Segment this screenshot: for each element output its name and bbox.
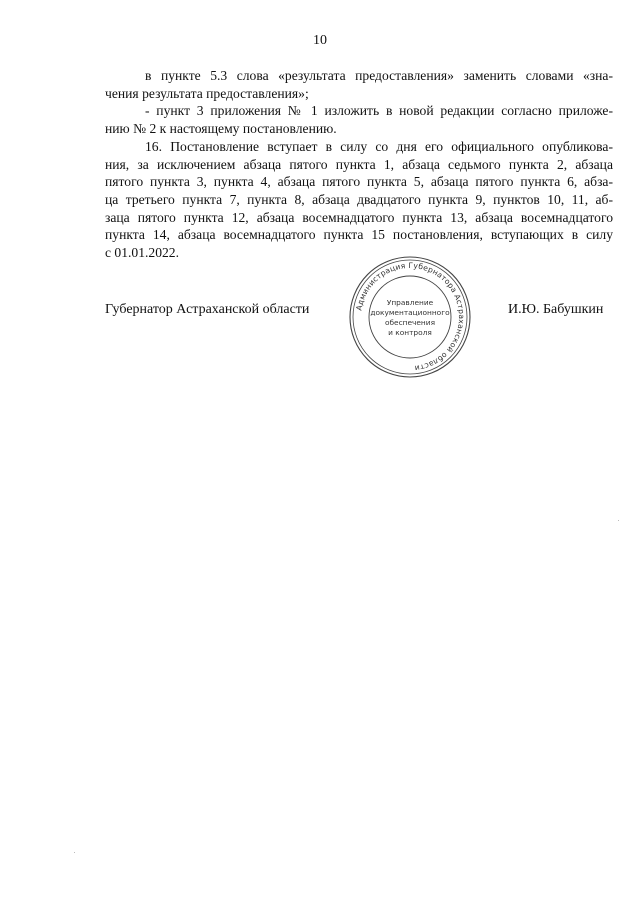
text-line-4: нию № 2 к настоящему постановлению. [105,121,337,136]
text-line-8: ца третьего пункта 7, пункта 8, абзаца двадцатого пункта 9, пунктов 10, 11, аб- [105,192,613,207]
signature-position: Губернатор Астраханской области [105,302,310,317]
stamp-outer-text: Администрация Губернатора Астраханской области [354,260,467,373]
text-line-5: 16. Постановление вступает в силу со дня его официального опубликова- [145,139,613,154]
stamp-inner-line-3: обеспечения [384,318,436,327]
text-line-9: заца пятого пункта 12, абзаца восемнадцатого пункта 13, абзаца восемнадцатого [105,210,613,225]
text-line-11: с 01.01.2022. [105,245,180,260]
text-line-10: пункта 14, абзаца восемнадцатого пункта 15 постановления, вступающих в силу [105,227,613,242]
scan-speck [74,852,75,853]
official-stamp-icon [347,254,473,380]
scan-speck [618,520,619,521]
stamp-inner-line-1: Управление [386,298,434,307]
text-line-2: чения результата предоставления»; [105,86,309,101]
stamp-inner-line-4: и контроля [388,328,432,337]
signature-name: И.Ю. Бабушкин [508,302,604,317]
stamp-inner-line-2: документационного [370,308,450,317]
text-line-3: - пункт 3 приложения № 1 изложить в новой редакции согласно приложе- [145,103,613,118]
page-number: 10 [313,33,327,48]
text-line-1: в пункте 5.3 слова «результата предоставления» заменить словами «зна- [145,68,613,83]
text-line-6: ния, за исключением абзаца пятого пункта 1, абзаца седьмого пункта 2, абзаца [105,157,613,172]
text-line-7: пятого пункта 3, пункта 4, абзаца пятого пункта 5, абзаца пятого пункта 6, абза- [105,174,613,189]
